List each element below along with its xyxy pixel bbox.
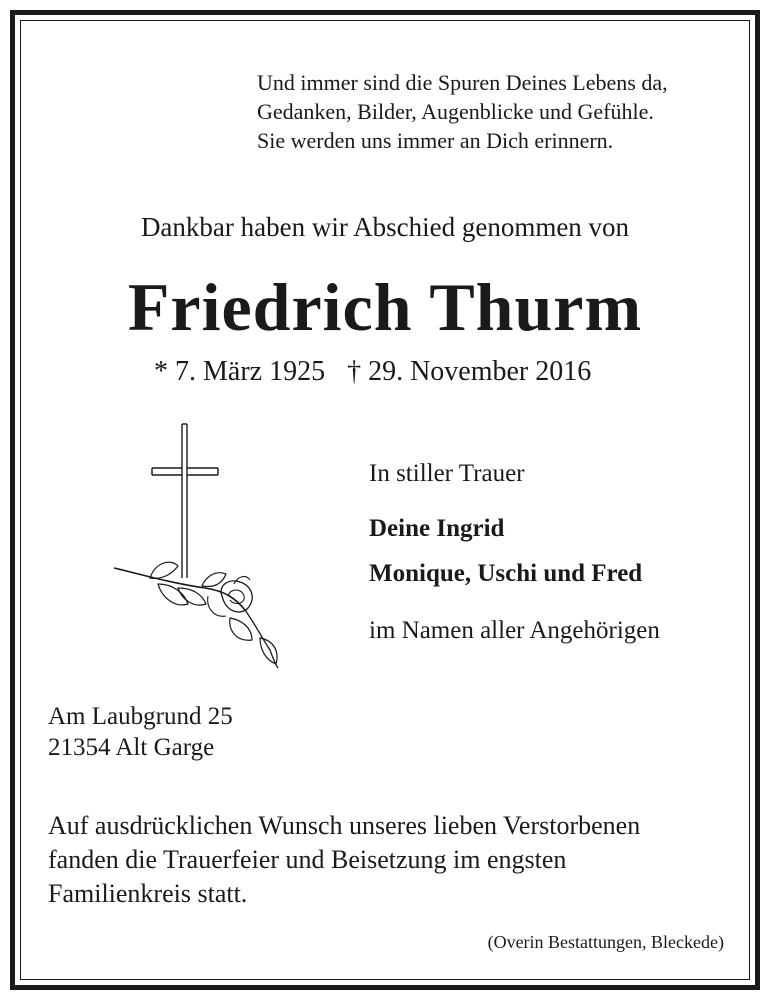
mourner-children: Monique, Uschi und Fred: [369, 560, 643, 587]
family-address: [48, 701, 233, 763]
undertaker-credit: (Overin Bestattungen, Bleckede): [487, 932, 724, 952]
birth-date: * 7. März 1925: [154, 356, 326, 387]
funeral-notice: [48, 809, 640, 911]
deceased-name: Friedrich Thurm: [127, 269, 643, 345]
mourning-heading: In stiller Trauer: [369, 460, 525, 487]
notice-line: fanden die Trauerfeier und Beisetzung im engsten: [48, 845, 567, 874]
address-city: 21354 Alt Garge: [48, 734, 215, 761]
poem-line: Gedanken, Bilder, Augenblicke und Gefühle.: [257, 99, 654, 124]
farewell-intro: Dankbar haben wir Abschied genommen von: [140, 212, 630, 242]
memorial-poem: [257, 68, 668, 155]
notice-line: Auf ausdrücklichen Wunsch unseres lieben Verstorbenen: [48, 811, 641, 840]
poem-line: Und immer sind die Spuren Deines Lebens da,: [257, 70, 668, 95]
mourner-relatives: im Namen aller Angehörigen: [369, 617, 660, 644]
cross-with-rose-icon: [110, 418, 285, 673]
notice-line: Familienkreis statt.: [48, 879, 248, 908]
death-date: † 29. November 2016: [347, 356, 592, 387]
poem-line: Sie werden uns immer an Dich erinnern.: [257, 128, 614, 153]
address-street: Am Laubgrund 25: [48, 703, 233, 730]
mourner-spouse: Deine Ingrid: [369, 515, 505, 542]
life-dates: [154, 356, 591, 388]
